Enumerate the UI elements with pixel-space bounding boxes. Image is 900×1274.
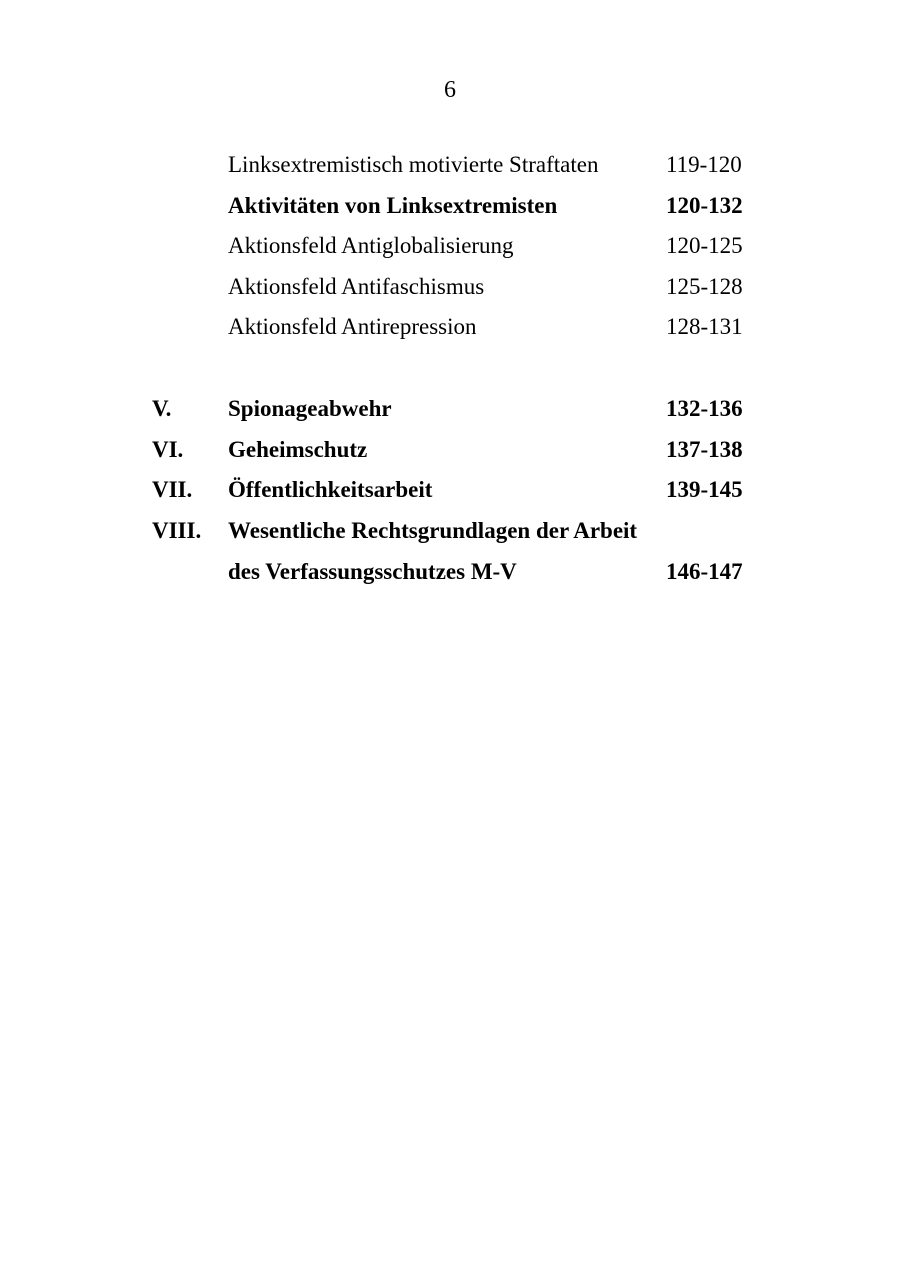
toc-entry-pages: 128-131	[666, 314, 743, 339]
toc-entry-title: Aktionsfeld Antiglobalisierung	[228, 233, 514, 258]
toc-entry-pages: 137-138	[666, 437, 743, 462]
toc-entry-pages: 120-132	[666, 193, 743, 218]
toc-entry-pages: 120-125	[666, 233, 743, 258]
toc-entry-spionageabwehr	[0, 393, 900, 425]
toc-entry-antirepression	[0, 311, 900, 343]
toc-entry-rechtsgrundlagen	[0, 515, 900, 547]
toc-entry-geheimschutz	[0, 434, 900, 466]
toc-entry-pages: 119-120	[666, 152, 742, 177]
toc-entry-number: V.	[152, 396, 172, 421]
toc-entry-number: VII.	[152, 477, 193, 502]
toc-entry-pages: 132-136	[666, 396, 743, 421]
toc-entry-oeffentlichkeitsarbeit	[0, 474, 900, 506]
toc-entry-pages: 125-128	[666, 274, 743, 299]
toc-entry-linksextremistisch-straftaten	[0, 149, 900, 181]
toc-entry-title: Aktionsfeld Antirepression	[228, 314, 477, 339]
toc-entry-title: Spionageabwehr	[228, 396, 392, 421]
toc-entry-pages: 146-147	[666, 559, 743, 584]
toc-entry-title: Geheimschutz	[228, 437, 368, 462]
toc-entry-title: Aktivitäten von Linksextremisten	[228, 193, 558, 218]
toc-entry-title: Öffentlichkeitsarbeit	[228, 477, 433, 502]
toc-entry-antifaschismus	[0, 271, 900, 303]
toc-entry-title: des Verfassungsschutzes M-V	[228, 559, 517, 584]
toc-entry-number: VI.	[152, 437, 184, 462]
toc-entry-title: Wesentliche Rechtsgrundlagen der Arbeit	[228, 518, 638, 543]
toc-entry-aktivitaeten-linksextremisten	[0, 190, 900, 222]
toc-entry-rechtsgrundlagen-continued	[0, 556, 900, 588]
toc-entry-title: Linksextremistisch motivierte Straftaten	[228, 152, 599, 177]
toc-entry-pages: 139-145	[666, 477, 743, 502]
toc-entry-number: VIII.	[152, 518, 202, 543]
toc-entry-title: Aktionsfeld Antifaschismus	[228, 274, 485, 299]
page-number: 6	[444, 77, 456, 103]
toc-entry-antiglobalisierung	[0, 230, 900, 262]
